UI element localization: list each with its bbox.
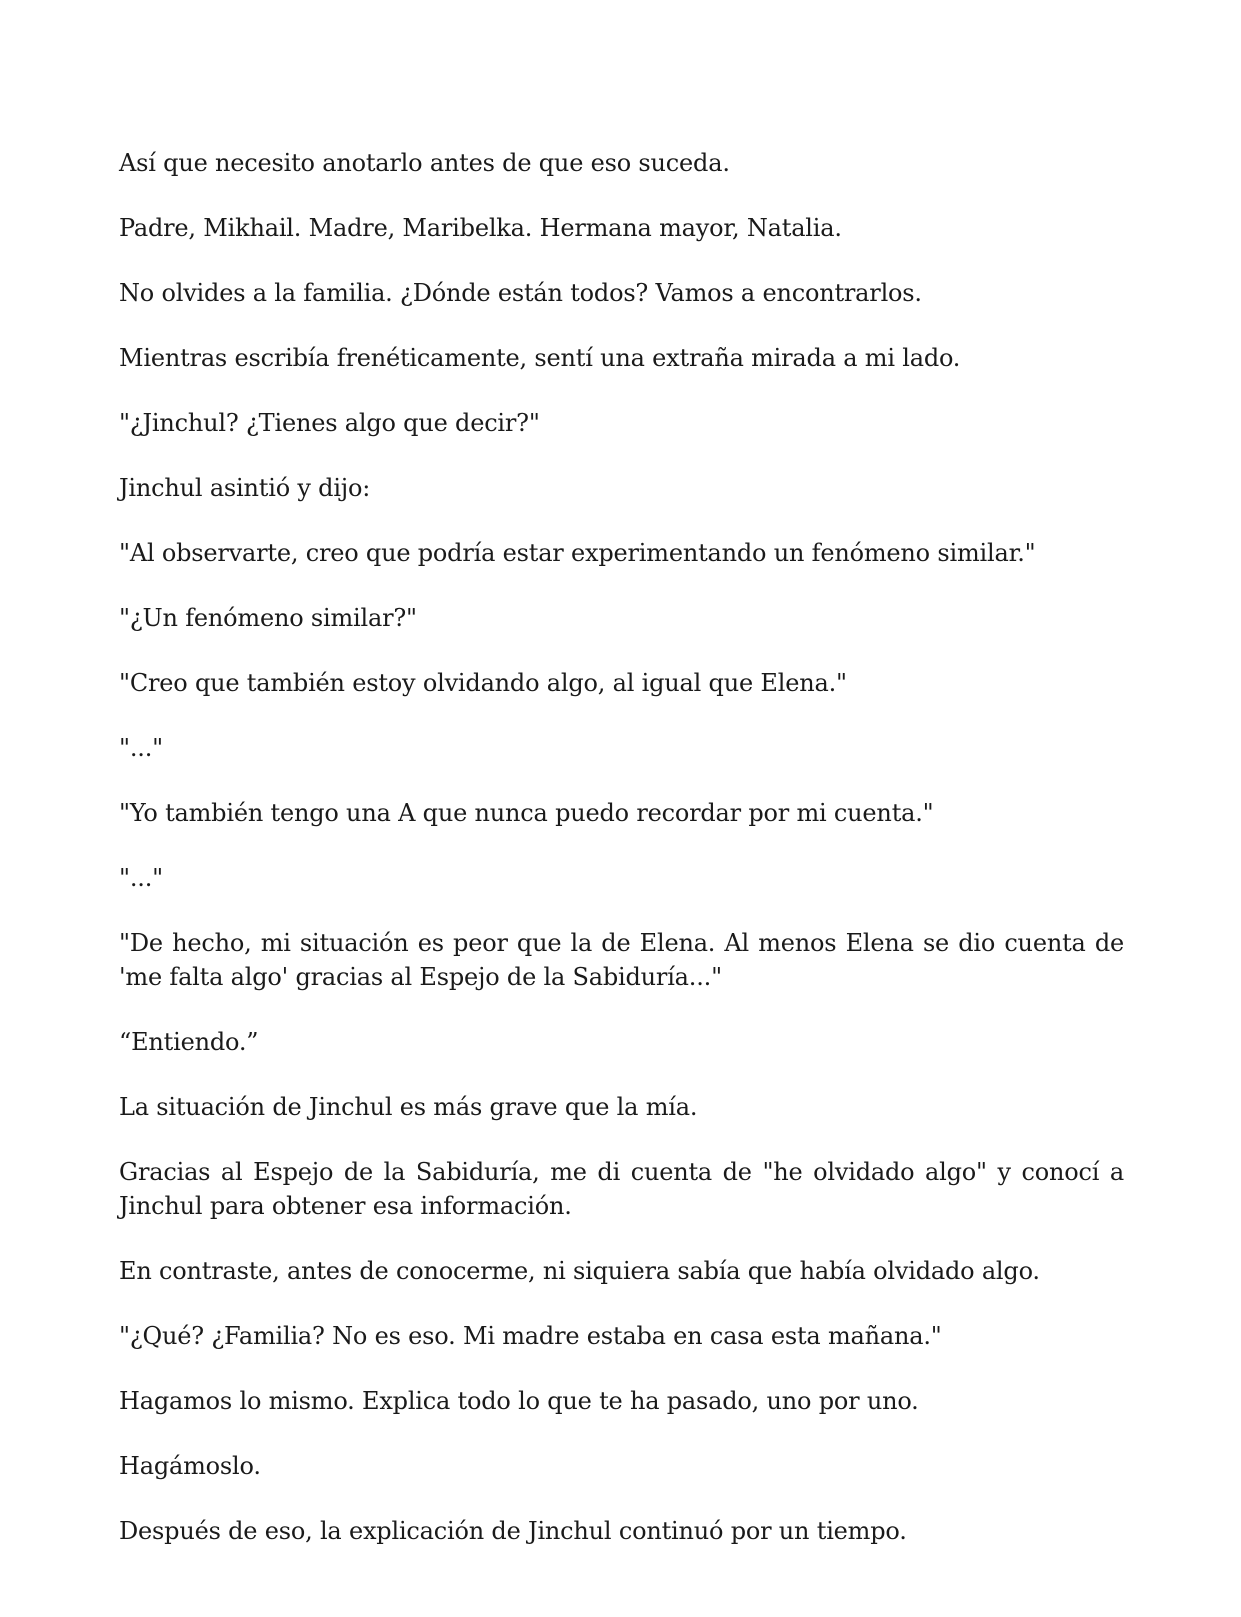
paragraph: "¿Un fenómeno similar?" <box>119 604 417 632</box>
paragraph: "¿Qué? ¿Familia? No es eso. Mi madre estaba en casa esta mañana." <box>119 1322 942 1350</box>
paragraph: "Al observarte, creo que podría estar experimentando un fenómeno similar." <box>119 539 1036 567</box>
paragraph: "..." <box>119 734 163 762</box>
paragraph: Jinchul asintió y dijo: <box>119 474 371 502</box>
paragraph: Gracias al Espejo de la Sabiduría, me di cuenta de "he olvidado algo" y conocí a Jinchul para obtener esa información. <box>119 1158 1124 1220</box>
paragraph: Mientras escribía frenéticamente, sentí una extraña mirada a mi lado. <box>119 344 961 372</box>
paragraph: Hagamos lo mismo. Explica todo lo que te ha pasado, uno por uno. <box>119 1387 919 1415</box>
paragraph: Después de eso, la explicación de Jinchul continuó por un tiempo. <box>119 1517 907 1545</box>
paragraph: "¿Jinchul? ¿Tienes algo que decir?" <box>119 409 540 437</box>
paragraph: Hagámoslo. <box>119 1452 261 1480</box>
paragraph: No olvides a la familia. ¿Dónde están todos? Vamos a encontrarlos. <box>119 279 922 307</box>
paragraph: "Creo que también estoy olvidando algo, al igual que Elena." <box>119 669 847 697</box>
paragraph: En contraste, antes de conocerme, ni siquiera sabía que había olvidado algo. <box>119 1257 1040 1285</box>
paragraph: "De hecho, mi situación es peor que la de Elena. Al menos Elena se dio cuenta de 'me falta algo' gracias al Espejo de la Sabiduría..." <box>119 929 1124 991</box>
paragraph: "Yo también tengo una A que nunca puedo recordar por mi cuenta." <box>119 799 934 827</box>
paragraph: “Entiendo.” <box>119 1028 259 1056</box>
paragraph: Padre, Mikhail. Madre, Maribelka. Hermana mayor, Natalia. <box>119 214 842 242</box>
paragraph: Así que necesito anotarlo antes de que eso suceda. <box>119 149 730 177</box>
paragraph: La situación de Jinchul es más grave que la mía. <box>119 1093 698 1121</box>
text-column <box>119 146 1124 1579</box>
paragraph: "..." <box>119 864 163 892</box>
